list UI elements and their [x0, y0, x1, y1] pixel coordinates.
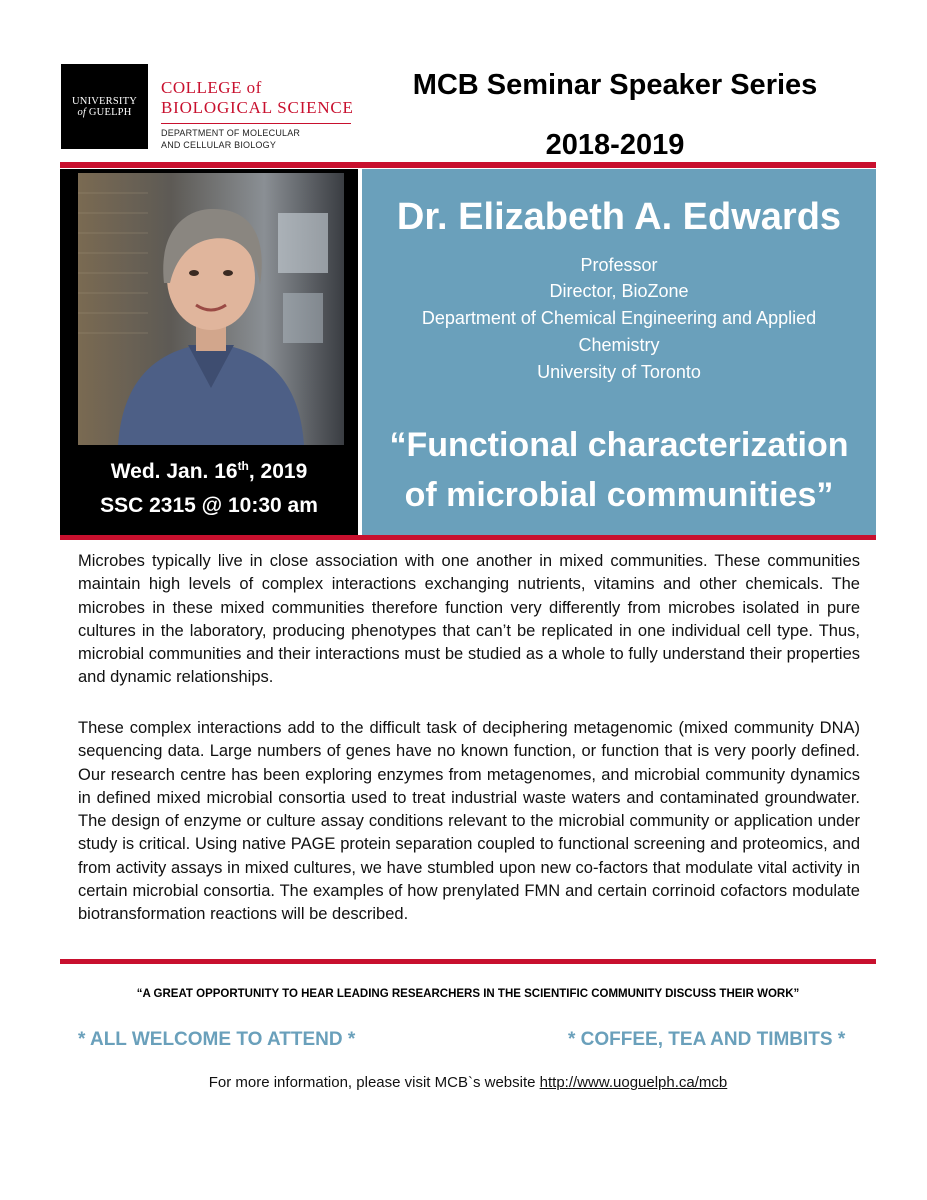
series-title-text: MCB Seminar Speaker Series [412, 69, 818, 101]
all-welcome-text: * ALL WELCOME TO ATTEND * [78, 1029, 356, 1050]
department-name: DEPARTMENT OF MOLECULAR AND CELLULAR BIOLOGY [161, 128, 301, 150]
series-year: 2018-2019 [545, 129, 685, 161]
logo-divider [161, 123, 351, 124]
college-line-1: COLLEGE of [161, 78, 262, 97]
footer-quote: “A GREAT OPPORTUNITY TO HEAR LEADING RESEARCHERS IN THE SCIENTIFIC COMMUNITY DISCUSS THEIR WORK” [136, 988, 800, 1000]
speaker-university: University of Toronto [537, 362, 701, 382]
speaker-title: Professor [580, 255, 658, 275]
mcb-website-link[interactable]: http://www.uoguelph.ca/mcb [539, 1074, 728, 1091]
logo-guelph-text: of GUELPH [77, 106, 132, 118]
talk-title [362, 420, 876, 520]
speaker-department: Department of Chemical Engineering and Applied [421, 308, 817, 328]
abstract-paragraph-1: Microbes typically live in close association with one another in mixed communities. These communities maintain high levels of complex interactions exchanging nutrients, vitamins and other chemicals. The microbes in these mixed communities therefore function very differently from microbes isolated in pure cultures in the laboratory, producing phenotypes that can’t be replicated in one individual cell type. Thus, microbial communities and their interactions must be studied as a whole to fully understand their properties and dynamic relationships. [78, 552, 860, 687]
speaker-department-cont: Chemistry [578, 335, 660, 355]
event-details [60, 449, 358, 523]
refreshments-text: * COFFEE, TEA AND TIMBITS * [568, 1029, 846, 1050]
speaker-portrait-image [78, 173, 344, 445]
talk-title-line-2: of microbial communities” [404, 476, 834, 514]
footer-divider-bar [60, 959, 876, 964]
university-of-guelph-logo [61, 64, 148, 149]
more-info-text: For more information, please visit MCB`s website [208, 1074, 540, 1091]
abstract-paragraph-2: These complex interactions add to the difficult task of deciphering metagenomic (mixed community DNA) sequencing data. Large numbers of genes have no known function, or function that is very poorly defined. Our research centre has been exploring enzymes from metagenomes, and microbial community dynamics in defined mixed microbial consortia used to treat industrial waste waters and contaminated groundwater. The design of enzyme or culture assay conditions relevant to the microbial community or application under study is critical. Using native PAGE protein separation coupled to functional screening and proteomics, and from activity assays in mixed cultures, we have stumbled upon new co-factors that modulate vital activity in certain microbial consortia. The examples of how prenylated FMN and certain corrinoid cofactors modulate biotransformation reactions will be described. [78, 719, 860, 924]
top-divider-bar [60, 162, 876, 168]
more-info [60, 1074, 876, 1091]
header-bottom-bar [60, 535, 876, 540]
logo-university-text: UNIVERSITY [72, 95, 137, 107]
event-date: Wed. Jan. 16th, 2019 [110, 459, 308, 483]
speaker-director: Director, BioZone [549, 281, 689, 301]
talk-title-line-1: “Functional characterization [389, 426, 849, 464]
speaker-name: Dr. Elizabeth A. Edwards [396, 196, 842, 238]
speaker-photo [78, 173, 344, 445]
college-logo-text [161, 78, 354, 118]
college-line-2: BIOLOGICAL SCIENCE [161, 98, 354, 117]
series-title [380, 55, 850, 175]
event-location-time: SSC 2315 @ 10:30 am [100, 494, 318, 517]
